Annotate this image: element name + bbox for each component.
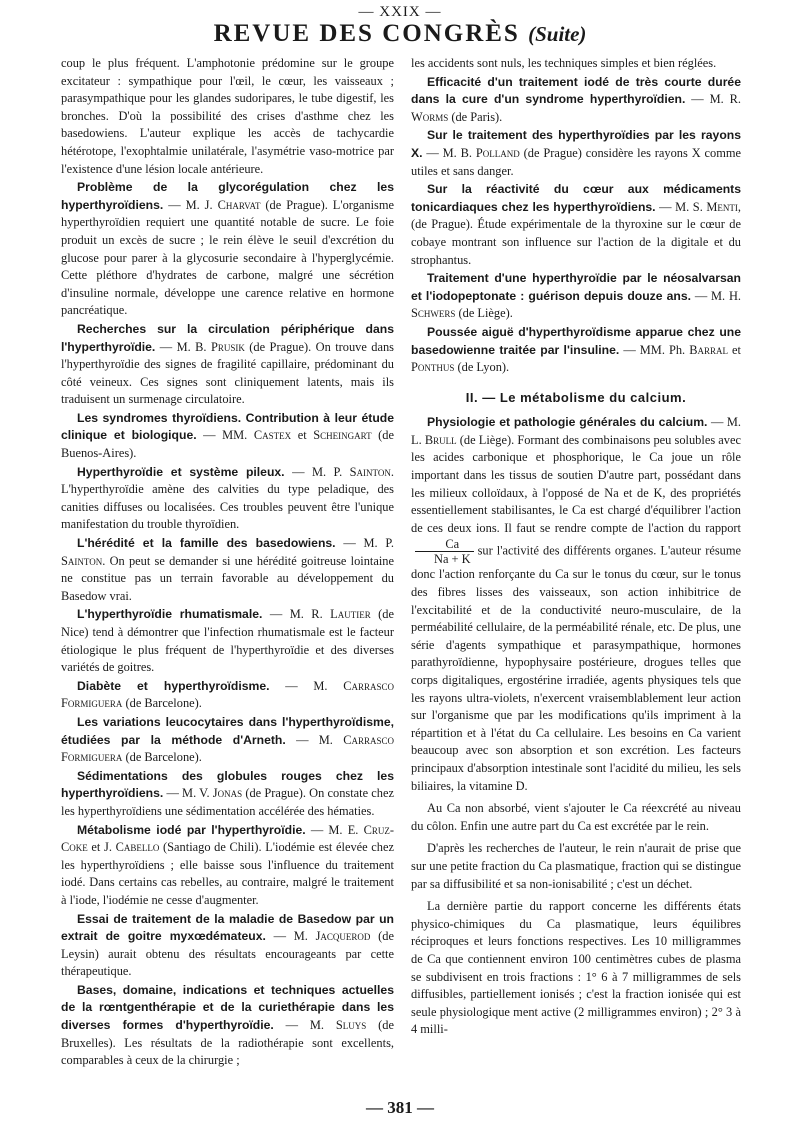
entry-title: Sur le traitement des hyperthyroïdies par les rayons X. [411, 128, 741, 160]
author: Charvat [217, 197, 261, 212]
entry-title: Diabète et hyperthyroïdisme. [77, 678, 270, 693]
entry-circulation: Recherches sur la circulation périphérique dans l'hyperthyroïdie. — M. B. Prusik (de Prague). On trouve dans l'hyperthyroïdie des signes de fragilité capillaire, prédominant du côté veineux. Ces signes sont cliniquement latents, mais ils traduisent un surmenage circulatoire. [61, 321, 395, 407]
author: Polland [475, 145, 520, 160]
page-number: — 381 — [366, 1098, 434, 1117]
entry-title: Recherches sur la circulation périphérique dans l'hyperthyroïdie. [61, 321, 394, 354]
entry-title: Physiologie et pathologie générales du calcium. [427, 415, 708, 430]
title-suffix: (Suite) [528, 22, 587, 46]
entry-title: Problème de la glycorégulation chez les hyperthyroïdiens. [61, 180, 394, 212]
entry-title: Poussée aiguë d'hyperthyroïdisme apparue chez une basedowienne traitée par l'insuline. [411, 324, 741, 357]
entry-rayons-x: Sur le traitement des hyperthyroïdies par les rayons X. — M. B. Polland (de Prague) considère les rayons X comme utiles et sans danger. [411, 128, 741, 178]
author: Castex [253, 428, 292, 443]
entry-title: Traitement d'une hyperthyroïdie par le néosalvarsan et l'iodopeptonate : guérison depuis douze ans. [411, 271, 741, 303]
author: Carrasco Formiguera [61, 678, 394, 711]
entry-title: L'hyperthyroïdie rhumatismale. [77, 607, 263, 622]
page-title [0, 20, 800, 48]
author: Jacquerod [315, 929, 371, 944]
page-roman-number: — XXIX — [358, 4, 442, 20]
author: Cruz-Coke [61, 822, 394, 855]
entry-title: Les syndromes thyroïdiens. Contribution à leur étude clinique et biologique. [61, 410, 394, 443]
entry-title: Hyperthyroïdie et système pileux. [77, 464, 285, 479]
entry-metabolisme-iode: Métabolisme iodé par l'hyperthyroïdie. — M. E. Cruz-Coke et J. Cabello (Santiago de Chili). L'iodémie est élevée chez les hyperthyroïdiens ; elle baisse sous l'influence du traitement iodé. Dans certains cas rebelles, au contraire, malgré le traitement à l'iode, l'iodémie ne cesse d'augmenter. [61, 822, 394, 907]
author: Cabello [115, 840, 160, 855]
paragraph-ca-non-absorbe: Au Ca non absorbé, vient s'ajouter le Ca réexcrété au niveau du côlon. Enfin une autre part du Ca est excrétée par le rein. [411, 801, 741, 833]
entry-title: Métabolisme iodé par l'hyperthyroïdie. [77, 822, 306, 837]
entry-heredite: L'hérédité et la famille des basedowiens. — M. P. Sainton. On peut se demander si une hérédité goitreuse lointaine ne constitue pas un terrain favorable au développement du Basedow vrai. [61, 536, 395, 603]
section-heading-calcium: II. — Le métabolisme du calcium. [465, 389, 687, 405]
entry-title: Bases, domaine, indications et techniques actuelles de la rœntgenthérapie et de la curiethérapie dans les diverses formes d'hyperthyroïdie. [61, 982, 394, 1033]
paragraph-rein: D'après les recherches de l'auteur, le rein n'aurait de prise que sur une petite fraction du Ca plasmatique, fraction qui se distingue par sa diffusibilité et sa non-ionisabilité ; c'est un déchet. [411, 841, 741, 891]
entry-essai-traitement: Essai de traitement de la maladie de Basedow par un extrait de goitre myxœdémateux. — M. Jacquerod (de Leysin) aurait obtenu des résultats encourageants par cette thérapeutique. [61, 911, 394, 979]
author: Schwers [411, 306, 456, 321]
entry-leucocytaires: Les variations leucocytaires dans l'hyperthyroïdisme, étudiées par la méthode d'Arneth. — M. Carrasco Formiguera (de Barcelone). [61, 714, 394, 765]
entry-poussee-aigue: Poussée aiguë d'hyperthyroïdisme apparue chez une basedowienne traitée par l'insuline. — MM. Ph. Barral et Ponthus (de Lyon). [411, 324, 741, 375]
entry-syndromes: Les syndromes thyroïdiens. Contribution à leur étude clinique et biologique. — MM. Castex et Scheingart (de Buenos-Aires). [61, 410, 395, 461]
left-column [61, 55, 394, 1070]
entry-roentgentherapie: Bases, domaine, indications et techniques actuelles de la rœntgenthérapie et de la curiethérapie dans les diverses formes d'hyperthyroïdie. — M. Sluys (de Bruxelles). Les résultats de la radiothérapie sont excellents, comparables à ceux de la chirurgie ; [61, 982, 394, 1068]
author: Jonas [212, 786, 243, 801]
fraction-numerator: Ca [415, 537, 474, 552]
entry-reactivite-coeur: Sur la réactivité du cœur aux médicaments tonicardiaques chez les hyperthyroïdiens. — M. S. Menti, (de Prague). Étude expérimentale de la thyroxine sur le cœur de cobaye montrant son influence sur l'action de la digitale et du strophantus. [411, 182, 741, 267]
right-intro: les accidents sont nuls, les techniques simples et bien réglées. [411, 56, 717, 70]
paragraph-derniere-partie: La dernière partie du rapport concerne les différents états physico-chimiques du Ca plasmatique, leurs équilibres réciproques et leurs fonctions respectives. Les 10 milligrammes de Ca que contiennent environ 100 centimètres cubes de plasma se subdivisent en trois fractions : 1° 6 à 7 milligrammes de sels diffusibles, partiellement ionisés ; c'est la fraction ionisée qui est seule physiologique ment active (2 milligrammes environ) ; 2° 3 à 4 milli- [411, 899, 741, 1037]
entry-pileux: Hyperthyroïdie et système pileux. — M. P. Sainton. L'hyperthyroïdie amène des calvities du type peladique, des canities diffuses ou localisées. Ces troubles peuvent être l'unique manifestation du trouble thyroïdien. [61, 464, 394, 532]
entry-title: Sur la réactivité du cœur aux médicaments tonicardiaques chez les hyperthyroïdiens. [411, 182, 741, 214]
entry-title: Essai de traitement de la maladie de Basedow par un extrait de goitre myxœdémateux. [61, 911, 394, 944]
entry-rhumatismale: L'hyperthyroïdie rhumatismale. — M. R. Lautier (de Nice) tend à démontrer que l'infection rhumatismale est le facteur étiologique le plus fréquent de l'hyperthyroïdie et des diverses variétés de goitres. [61, 607, 395, 675]
entry-title: Sédimentations des globules rouges chez les hyperthyroïdiens. [61, 768, 394, 801]
entry-title: Les variations leucocytaires dans l'hyperthyroïdisme, étudiées par la méthode d'Arneth. [61, 714, 394, 747]
author: Menti [706, 199, 738, 214]
right-column [411, 55, 741, 1039]
entry-glycoregulation: Problème de la glycorégulation chez les hyperthyroïdiens. — M. J. Charvat (de Prague). L'organisme hyperthyroïdien requiert une quantité notable de sucre. Le foie produit un excès de sucre ; le rein élève le seuil d'excrétion du glucose pour parer à la glycosurie secondaire à l'hyperglycémie. Cette pléthore d'hydrates de carbone, malgré une sécrétion d'insuline normale, développe une carence relative en hormone pancréatique. [61, 180, 394, 318]
entry-sedimentations: Sédimentations des globules rouges chez les hyperthyroïdiens. — M. V. Jonas (de Prague). On constate chez les hyperthyroïdiens une sédimentation accélérée des hématies. [61, 768, 395, 818]
author: Sainton [349, 464, 391, 479]
entry-neosalvarsan: Traitement d'une hyperthyroïdie par le néosalvarsan et l'iodopeptonate : guérison depuis douze ans. — M. H. Schwers (de Liège). [411, 271, 741, 321]
ratio-fraction [415, 537, 474, 566]
entry-diabete: Diabète et hyperthyroïdisme. — M. Carrasco Formiguera (de Barcelone). [61, 678, 394, 711]
author: Ponthus [411, 360, 455, 375]
fraction-denominator: Na + K [434, 552, 471, 567]
title-main: REVUE DES CONGRÈS [213, 20, 520, 47]
author: Lautier [330, 607, 371, 622]
author: Sluys [335, 1018, 367, 1033]
author: Prusik [210, 339, 245, 354]
author: Barral [689, 342, 728, 357]
entry-title: L'hérédité et la famille des basedowiens. [77, 536, 336, 551]
author: Worms [411, 109, 449, 124]
author: Brull [424, 432, 457, 447]
author: Scheingart [313, 428, 372, 443]
author: Carrasco Formiguera [61, 732, 394, 765]
author: Sainton [61, 553, 103, 568]
left-intro: coup le plus fréquent. L'amphotonie prédomine sur le groupe excitateur : sympathique pour l'œil, le cœur, les vaisseaux ; parasympathique pour les glandes sudoripares, le tube digestif, les bronches. D'où la possibilité des crises d'asthme chez les basedowiens. L'auteur explique les accès de tachycardie hétérotope, l'exophtalmie unilatérale, l'asymétrie vaso-motrice par l'existence d'une lésion locale antérieure. [61, 56, 394, 176]
entry-physiologie-calcium: Physiologie et pathologie générales du calcium. — M. L. Brull (de Liège). Formant des combinaisons peu solubles avec les acides carbonique et phosphorique, le Ca joue un rôle important dans les tissus de soutien D'autre part, possédant dans les milieux colloïdaux, à l'opposé de Na et de K, des propriétés essentiellement stabilisantes, le Ca est chargé d'équilibrer l'action de ces deux ions. Il faut se rendre compte de l'action du rapport $\frac{Ca}{Na + K}$ sur l'activité des différents organes. L'auteur résume donc l'action renforçante du Ca sur le tonus du cœur, sur le tonus des fibres lisses des vaisseaux, son action inhibitrice de l'excitabilité et de la conductivité neuro-musculaire, de la perméabilité cellulaire, de la perméabilité rénale, etc. De plus, une série d'agents sympathique et parasympathique, hormones parathyroïdienne, hypophysaire postérieure, drogues telles que corps digitaliques, ergostérine irradiée, agents physiques tels que les rayons ultra-violets, n'exercent vraisemblablement leur action sur l'organisme que par les modifications qu'ils impriment à la répartition et à l'état du Ca cellulaire. Les besoins en Ca varient beaucoup avec son absorption et son excrétion. Les facteurs principaux d'absorption intestinale sont l'acidité du milieu, les sels biliaires, la vitamine D. [411, 415, 742, 793]
entry-efficacite: Efficacité d'un traitement iodé de très courte durée dans la cure d'un syndrome hyperthyroïdien. — M. R. Worms (de Paris). [411, 74, 741, 124]
entry-title: Efficacité d'un traitement iodé de très courte durée dans la cure d'un syndrome hyperthyroïdien. [411, 74, 741, 107]
